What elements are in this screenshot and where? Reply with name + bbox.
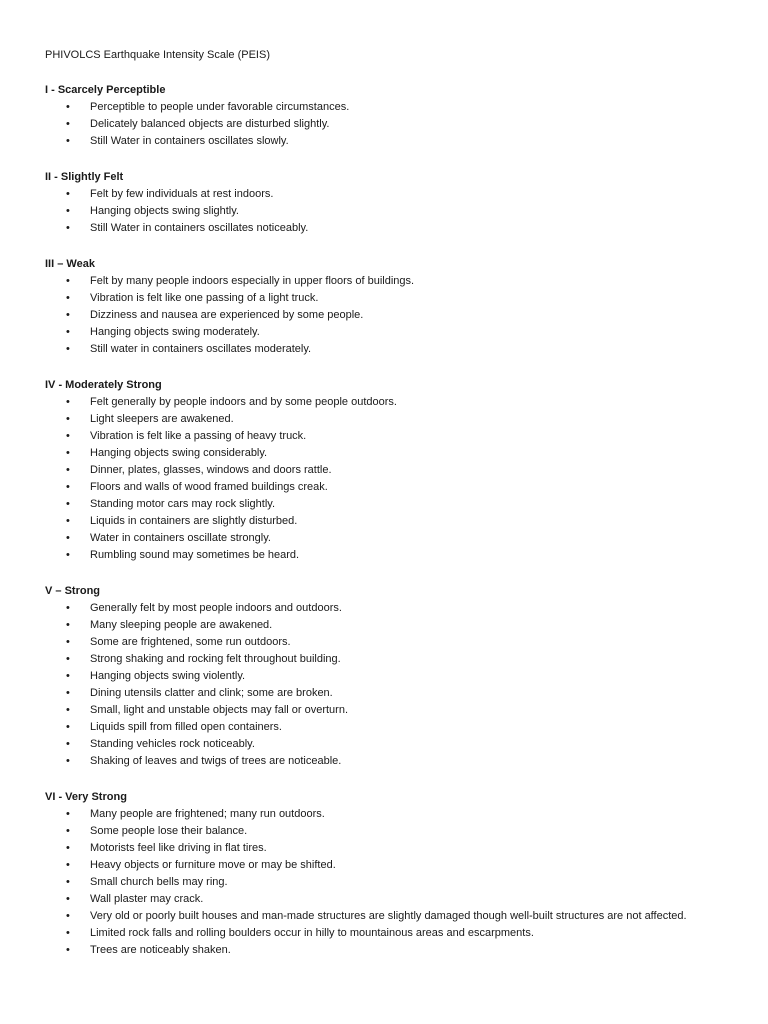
list-item: [45, 341, 728, 358]
list-item: [45, 290, 728, 307]
bullet-icon: •: [66, 532, 70, 544]
list-item-text: Dining utensils clatter and clink; some are broken.: [90, 687, 333, 699]
bullet-icon: •: [66, 910, 70, 922]
list-item: [45, 428, 728, 445]
bullet-icon: •: [66, 549, 70, 561]
intensity-section: [45, 789, 728, 959]
bullet-icon: •: [66, 396, 70, 408]
list-item: [45, 203, 728, 220]
bullet-icon: •: [66, 413, 70, 425]
list-item: [45, 600, 728, 617]
list-item-text: Many people are frightened; many run outdoors.: [90, 808, 325, 820]
list-item: [45, 411, 728, 428]
bullet-icon: •: [66, 464, 70, 476]
list-item: [45, 445, 728, 462]
section-heading: VI - Very Strong: [45, 791, 127, 803]
list-item-text: Rumbling sound may sometimes be heard.: [90, 549, 300, 561]
bullet-icon: •: [66, 309, 70, 321]
list-item: [45, 496, 728, 513]
list-item: [45, 840, 728, 857]
list-item-text: Very old or poorly built houses and man-made structures are slightly damaged though well-built structures are not affected.: [90, 910, 687, 922]
list-item-text: Still Water in containers oscillates slowly.: [90, 135, 289, 147]
list-item: [45, 857, 728, 874]
list-item-text: Floors and walls of wood framed buildings creak.: [90, 481, 328, 493]
bullet-icon: •: [66, 481, 70, 493]
list-item-text: Water in containers oscillate strongly.: [90, 532, 271, 544]
list-item: [45, 719, 728, 736]
bullet-icon: •: [66, 602, 70, 614]
list-item-text: Light sleepers are awakened.: [90, 413, 234, 425]
bullet-icon: •: [66, 842, 70, 854]
list-item: [45, 685, 728, 702]
document-title: PHIVOLCS Earthquake Intensity Scale (PEIS): [45, 49, 270, 61]
intensity-section: [45, 169, 728, 237]
section-heading: III – Weak: [45, 258, 95, 270]
bullet-list: [45, 600, 728, 770]
list-item-text: Liquids in containers are slightly disturbed.: [90, 515, 298, 527]
list-item: [45, 925, 728, 942]
list-item-text: Standing vehicles rock noticeably.: [90, 738, 255, 750]
list-item-text: Motorists feel like driving in flat tires.: [90, 842, 267, 854]
list-item: [45, 133, 728, 150]
bullet-icon: •: [66, 859, 70, 871]
bullet-icon: •: [66, 636, 70, 648]
bullet-list: [45, 186, 728, 237]
list-item-text: Limited rock falls and rolling boulders occur in hilly to mountainous areas and escarpments.: [90, 927, 534, 939]
list-item: [45, 462, 728, 479]
section-heading: IV - Moderately Strong: [45, 379, 162, 391]
bullet-icon: •: [66, 755, 70, 767]
list-item-text: Dizziness and nausea are experienced by some people.: [90, 309, 364, 321]
list-item-text: Still water in containers oscillates moderately.: [90, 343, 312, 355]
list-item: [45, 651, 728, 668]
bullet-list: [45, 273, 728, 358]
list-item-text: Hanging objects swing slightly.: [90, 205, 239, 217]
bullet-icon: •: [66, 498, 70, 510]
bullet-icon: •: [66, 205, 70, 217]
list-item-text: Delicately balanced objects are disturbed slightly.: [90, 118, 330, 130]
list-item: [45, 220, 728, 237]
bullet-icon: •: [66, 515, 70, 527]
list-item-text: Generally felt by most people indoors and outdoors.: [90, 602, 342, 614]
bullet-icon: •: [66, 721, 70, 733]
list-item: [45, 891, 728, 908]
list-item-text: Many sleeping people are awakened.: [90, 619, 273, 631]
bullet-icon: •: [66, 275, 70, 287]
bullet-icon: •: [66, 343, 70, 355]
bullet-icon: •: [66, 326, 70, 338]
bullet-icon: •: [66, 687, 70, 699]
intensity-section: [45, 583, 728, 770]
list-item-text: Dinner, plates, glasses, windows and doors rattle.: [90, 464, 332, 476]
list-item-text: Vibration is felt like one passing of a light truck.: [90, 292, 319, 304]
list-item: [45, 307, 728, 324]
bullet-icon: •: [66, 292, 70, 304]
intensity-section: [45, 82, 728, 150]
list-item-text: Small, light and unstable objects may fall or overturn.: [90, 704, 349, 716]
list-item-text: Perceptible to people under favorable circumstances.: [90, 101, 350, 113]
list-item: [45, 324, 728, 341]
list-item-text: Standing motor cars may rock slightly.: [90, 498, 276, 510]
list-item: [45, 874, 728, 891]
list-item-text: Felt by many people indoors especially in upper floors of buildings.: [90, 275, 415, 287]
bullet-icon: •: [66, 876, 70, 888]
list-item: [45, 617, 728, 634]
list-item-text: Wall plaster may crack.: [90, 893, 204, 905]
intensity-section: [45, 377, 728, 564]
list-item: [45, 942, 728, 959]
list-item: [45, 753, 728, 770]
section-heading: I - Scarcely Perceptible: [45, 84, 166, 96]
list-item-text: Hanging objects swing considerably.: [90, 447, 268, 459]
list-item: [45, 823, 728, 840]
bullet-list: [45, 394, 728, 564]
bullet-icon: •: [66, 447, 70, 459]
list-item-text: Hanging objects swing violently.: [90, 670, 246, 682]
list-item-text: Strong shaking and rocking felt throughout building.: [90, 653, 341, 665]
section-heading: V – Strong: [45, 585, 101, 597]
list-item: [45, 479, 728, 496]
section-heading: II - Slightly Felt: [45, 171, 124, 183]
bullet-icon: •: [66, 927, 70, 939]
bullet-icon: •: [66, 704, 70, 716]
bullet-icon: •: [66, 653, 70, 665]
list-item: [45, 908, 728, 925]
list-item: [45, 736, 728, 753]
list-item: [45, 394, 728, 411]
list-item: [45, 530, 728, 547]
list-item-text: Shaking of leaves and twigs of trees are noticeable.: [90, 755, 342, 767]
list-item: [45, 513, 728, 530]
list-item-text: Hanging objects swing moderately.: [90, 326, 260, 338]
bullet-icon: •: [66, 738, 70, 750]
intensity-sections: [45, 82, 728, 959]
bullet-icon: •: [66, 188, 70, 200]
list-item: [45, 273, 728, 290]
list-item-text: Still Water in containers oscillates noticeably.: [90, 222, 309, 234]
intensity-section: [45, 256, 728, 358]
bullet-icon: •: [66, 808, 70, 820]
list-item: [45, 547, 728, 564]
list-item-text: Felt by few individuals at rest indoors.: [90, 188, 274, 200]
list-item-text: Some people lose their balance.: [90, 825, 248, 837]
bullet-icon: •: [66, 430, 70, 442]
list-item-text: Vibration is felt like a passing of heavy truck.: [90, 430, 307, 442]
list-item: [45, 99, 728, 116]
bullet-icon: •: [66, 893, 70, 905]
list-item: [45, 634, 728, 651]
bullet-icon: •: [66, 135, 70, 147]
list-item-text: Liquids spill from filled open containers.: [90, 721, 282, 733]
bullet-icon: •: [66, 118, 70, 130]
list-item: [45, 806, 728, 823]
bullet-icon: •: [66, 670, 70, 682]
list-item: [45, 186, 728, 203]
bullet-list: [45, 99, 728, 150]
list-item-text: Felt generally by people indoors and by some people outdoors.: [90, 396, 397, 408]
list-item: [45, 668, 728, 685]
bullet-list: [45, 806, 728, 959]
bullet-icon: •: [66, 619, 70, 631]
list-item-text: Trees are noticeably shaken.: [90, 944, 231, 956]
bullet-icon: •: [66, 101, 70, 113]
bullet-icon: •: [66, 222, 70, 234]
list-item: [45, 702, 728, 719]
list-item: [45, 116, 728, 133]
list-item-text: Heavy objects or furniture move or may be shifted.: [90, 859, 336, 871]
list-item-text: Some are frightened, some run outdoors.: [90, 636, 291, 648]
bullet-icon: •: [66, 825, 70, 837]
list-item-text: Small church bells may ring.: [90, 876, 228, 888]
bullet-icon: •: [66, 944, 70, 956]
